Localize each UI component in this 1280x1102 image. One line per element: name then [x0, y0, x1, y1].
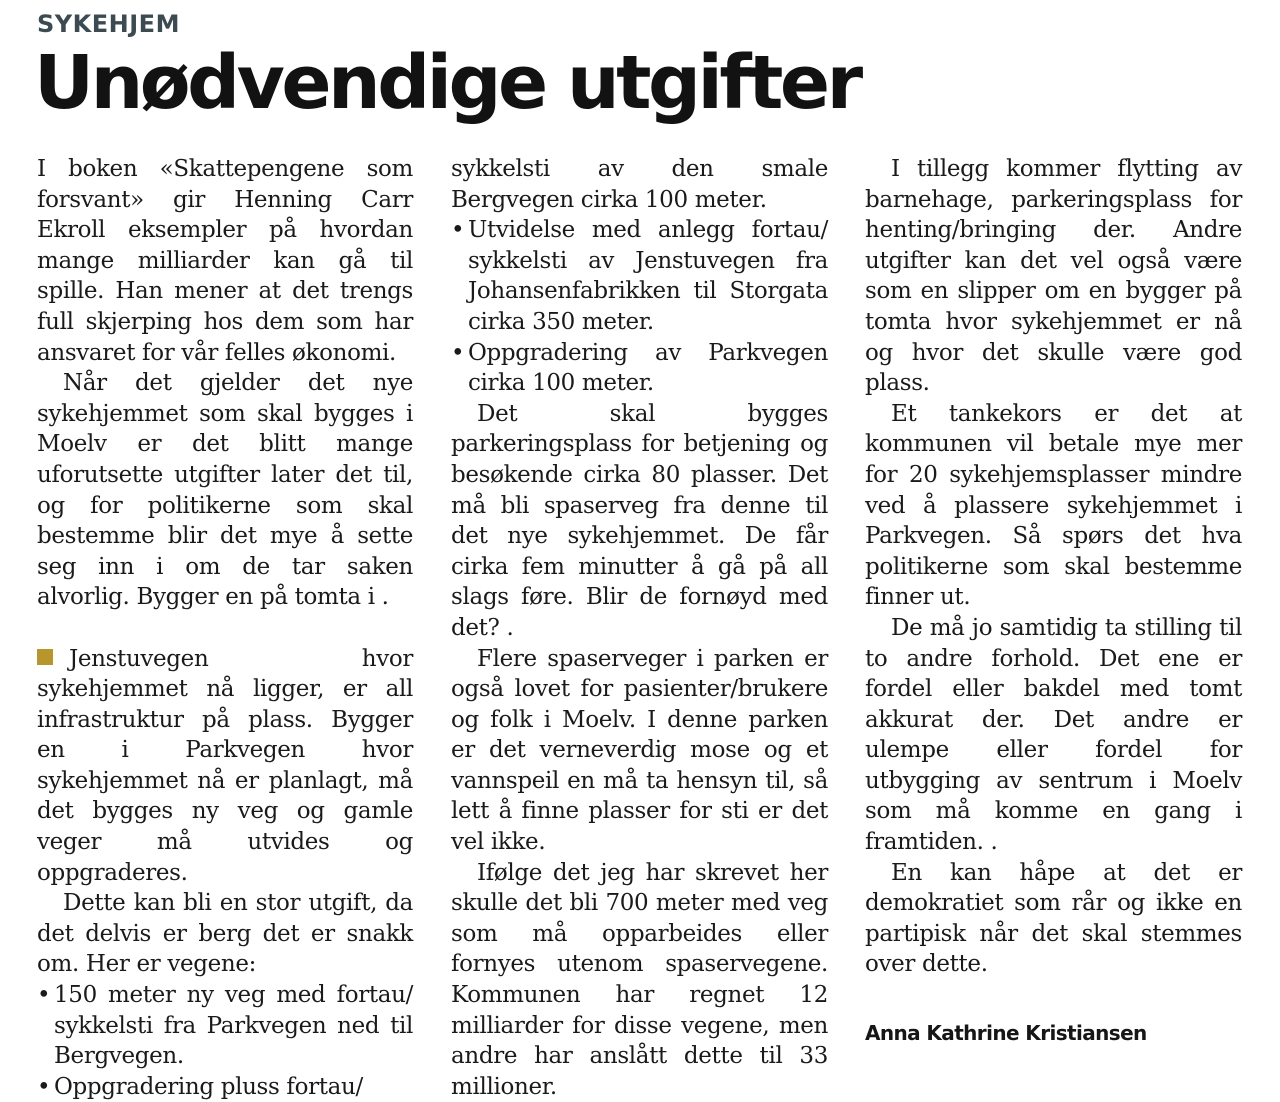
paragraph: sykkelsti av den smale Bergvegen cirka 100 meter. [451, 156, 828, 213]
article-headline: Unødvendige utgifter [34, 40, 860, 126]
bullet-icon: • [451, 217, 465, 244]
bullet-text: Oppgradering av Parkvegen cirka 100 meter. [468, 339, 828, 397]
bullet-item [37, 1072, 413, 1102]
section-kicker: SYKEHJEM [37, 10, 180, 38]
bullet-text: 150 meter ny veg med fortau/ sykkelsti fra Parkvegen ned til Bergvegen. [54, 982, 413, 1070]
article-column-3 [865, 154, 1242, 1049]
square-marker-icon [37, 649, 53, 665]
author-byline: Anna Kathrine Kristiansen [865, 1021, 1147, 1046]
paragraph: En kan håpe at det er demokratiet som rår og ikke en partipisk når det skal stemmes over dette. [865, 859, 1242, 978]
article-column-1 [37, 154, 413, 1102]
paragraph: Flere spaserveger i parken er også lovet for pasienter/brukere og folk i Moelv. I denne parken er det verneverdig mose og et vannspeil en må ta hensyn til, så lett å finne plasser for sti er det vel ikke. [451, 645, 828, 856]
article-column-2 [451, 154, 828, 1102]
paragraph: Et tankekors er det at kommunen vil betale mye mer for 20 sykehjemsplasser mindre ved å plassere sykehjemmet i Parkvegen. Så spørs det hva politikerne som skal bestemme finner ut. [865, 400, 1242, 611]
bullet-item [37, 980, 413, 1072]
paragraph: I boken «Skattepengene som forsvant» gir Henning Carr Ekroll eksempler på hvordan mange milliarder kan gå til spille. Han mener at det trengs full skjerping hos dem som har ansvaret for vår felles økonomi. [37, 156, 413, 366]
bullet-icon: • [37, 982, 51, 1009]
paragraph: Det skal bygges parkeringsplass for betjening og besøkende cirka 80 plasser. Det må bli spaserveg fra denne til det nye sykehjemmet. De får cirka fem minutter å gå på all slags føre. Blir de fornøyd med det? . [451, 400, 828, 641]
paragraph: Ifølge det jeg har skrevet her skulle det bli 700 meter med veg som må opparbeides eller fornyes utenom spaservegene. Kommunen har regnet 12 milliarder for disse vegene, men andre har anslått dette til 33 millioner. [451, 859, 828, 1100]
section-break [37, 613, 413, 644]
bullet-text: Oppgradering pluss fortau/ [54, 1073, 363, 1100]
paragraph: Når det gjelder det nye sykehjemmet som skal bygges i Moelv er det blitt mange uforutsette utgifter later det til, og for politikerne som skal bestemme blir det mye å sette seg inn i om de tar saken alvorlig. Bygger en på tomta i . [37, 370, 413, 611]
bullet-text: Utvidelse med anlegg fortau/ sykkelsti av Jenstuvegen fra Johansenfabrikken til Storgata cirka 350 meter. [468, 217, 828, 335]
paragraph: Dette kan bli en stor utgift, da det delvis er berg det er snakk om. Her er vegene: [37, 890, 413, 978]
paragraph: I tillegg kommer flytting av barnehage, parkeringsplass for henting/bringing der. Andre utgifter kan det vel også være som en slipper om en bygger på tomta hvor sykehjemmet er nå og hvor det skulle være god plass. [865, 156, 1242, 397]
bullet-icon: • [451, 339, 465, 366]
bullet-item [451, 338, 828, 399]
paragraph-text: Jenstuvegen hvor sykehjemmet nå ligger, er all infrastruktur på plass. Bygger en i Parkvegen hvor sykehjemmet nå er planlagt, må det bygges ny veg og gamle veger må utvides og oppgraderes. [37, 645, 413, 886]
paragraph: De må jo samtidig ta stilling til to andre forhold. Det ene er fordel eller bakdel med tomt akkurat der. Det andre er ulempe eller fordel for utbygging av sentrum i Moelv som må komme en gang i framtiden. . [865, 614, 1242, 856]
paragraph [37, 644, 413, 889]
bullet-item [451, 215, 828, 337]
bullet-icon: • [37, 1073, 51, 1100]
